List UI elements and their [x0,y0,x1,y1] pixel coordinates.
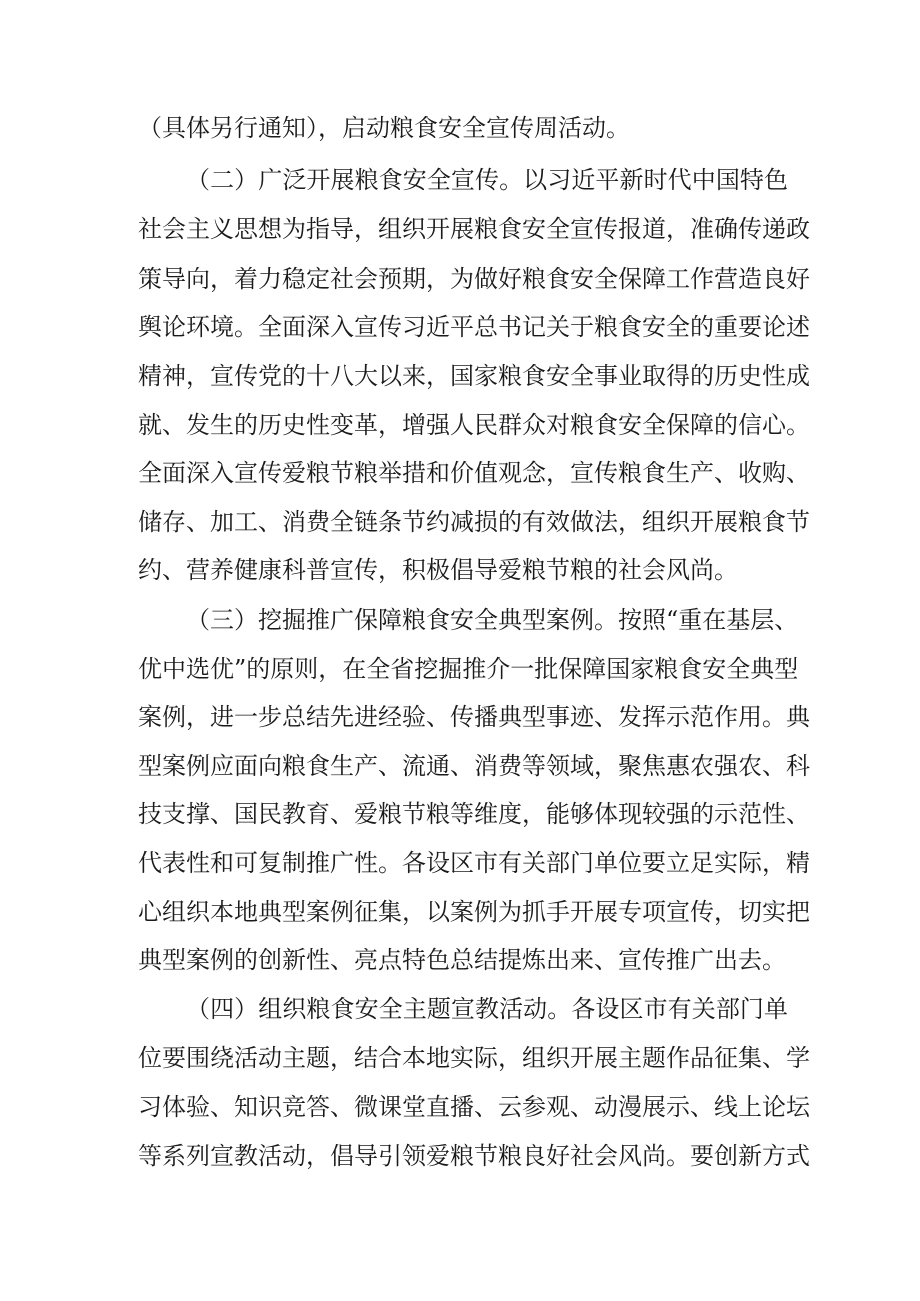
text-line-17: 心组织本地典型案例征集，以案例为抓手开展专项宣传，切实把 [138,898,810,926]
text-line-6: 精神，宣传党的十八大以来，国家粮食安全事业取得的历史性成 [138,362,810,390]
text-line-13: 案例，进一步总结先进经验、传播典型事迹、发挥示范作用。典 [138,703,810,731]
text-line-1: （具体另行通知），启动粮食安全宣传周活动。 [138,114,630,142]
text-line-8: 全面深入宣传爱粮节粮举措和价值观念，宣传粮食生产、收购、 [138,459,810,487]
paragraph-2-heading-line: （二）广泛开展粮食安全宣传。以习近平新时代中国特色 [186,166,788,194]
text-line-22: 等系列宣教活动，倡导引领爱粮节粮良好社会风尚。要创新方式 [138,1142,810,1170]
text-line-3: 社会主义思想为指导，组织开展粮食安全宣传报道，准确传递政 [138,215,810,243]
text-line-7: 就、发生的历史性变革，增强人民群众对粮食安全保障的信心。 [138,411,810,439]
text-line-16: 代表性和可复制推广性。各设区市有关部门单位要立足实际，精 [138,849,810,877]
text-line-20: 位要围绕活动主题，结合本地实际，组织开展主题作品征集、学 [138,1044,810,1072]
paragraph-3-heading-line: （三）挖掘推广保障粮食安全典型案例。按照“重在基层、 [186,606,799,634]
text-line-9: 储存、加工、消费全链条节约减损的有效做法，组织开展粮食节 [138,508,810,536]
text-line-5: 舆论环境。全面深入宣传习近平总书记关于粮食安全的重要论述 [138,313,810,341]
text-line-21: 习体验、知识竞答、微课堂直播、云参观、动漫展示、线上论坛 [138,1093,810,1121]
text-line-10: 约、营养健康科普宣传，积极倡导爱粮节粮的社会风尚。 [138,556,738,584]
text-line-4: 策导向，着力稳定社会预期，为做好粮食安全保障工作营造良好 [138,265,810,293]
paragraph-4-heading-line: （四）组织粮食安全主题宣教活动。各设区市有关部门单 [186,995,788,1023]
text-line-12: 优中选优”的原则，在全省挖掘推介一批保障国家粮食安全典型 [138,655,799,683]
text-line-15: 技支撑、国民教育、爱粮节粮等维度，能够体现较强的示范性、 [138,800,810,828]
text-line-14: 型案例应面向粮食生产、流通、消费等领域，聚焦惠农强农、科 [138,752,810,780]
text-line-18: 典型案例的创新性、亮点特色总结提炼出来、宣传推广出去。 [138,946,786,974]
